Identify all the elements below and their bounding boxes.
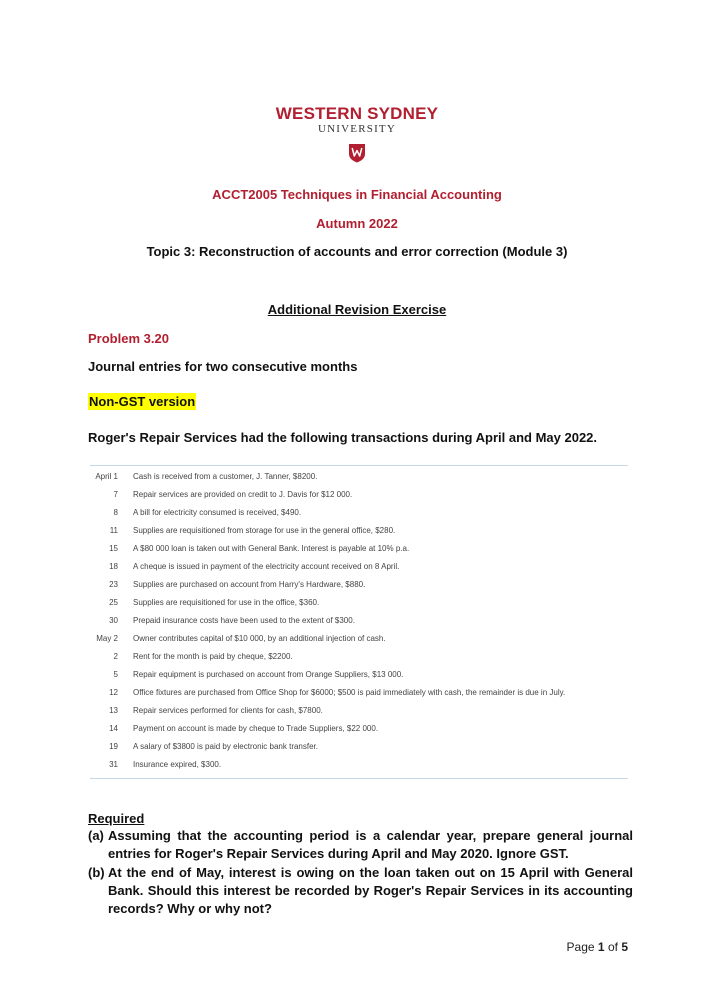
transaction-date: 7 [113, 490, 118, 499]
topic-title: Topic 3: Reconstruction of accounts and error correction (Module 3) [146, 244, 568, 259]
page-word: Page [566, 940, 595, 954]
transaction-text: A bill for electricity consumed is received, $490. [133, 508, 302, 517]
problem-number: Problem 3.20 [88, 331, 169, 346]
transaction-text: Insurance expired, $300. [133, 760, 222, 769]
required-item-label: (a) [88, 828, 104, 843]
transaction-text: Office fixtures are purchased from Office Shop for $6000; $500 is paid immediately with cash, the remainder is due in July. [133, 688, 566, 697]
transaction-date: 13 [109, 706, 118, 715]
problem-subtitle: Journal entries for two consecutive months [88, 359, 358, 374]
required-item-text: Assuming that the accounting period is a calendar year, prepare general journal entries for Roger's Repair Services during April and May 2020. Ignore GST. [108, 828, 633, 861]
transaction-text: Owner contributes capital of $10 000, by an additional injection of cash. [133, 634, 386, 643]
problem-intro: Roger's Repair Services had the following transactions during April and May 2022. [88, 430, 598, 445]
course-title: ACCT2005 Techniques in Financial Accounting [212, 187, 502, 202]
transaction-date: 15 [109, 544, 118, 553]
transaction-row [90, 739, 628, 754]
transaction-text: Supplies are requisitioned for use in the office, $360. [133, 598, 320, 607]
current-page: 1 [597, 940, 605, 954]
transaction-date: 25 [109, 598, 118, 607]
transaction-date: 23 [109, 580, 118, 589]
transaction-date: 5 [113, 670, 118, 679]
required-item-label: (b) [88, 865, 105, 880]
transaction-row [90, 487, 628, 502]
transaction-date: 19 [109, 742, 118, 751]
transaction-text: Prepaid insurance costs have been used to the extent of $300. [133, 616, 355, 625]
version-highlight: Non-GST version [89, 394, 196, 409]
transaction-row [90, 631, 628, 646]
transaction-date: 14 [109, 724, 118, 733]
transaction-row [90, 595, 628, 610]
transaction-row [90, 505, 628, 520]
transaction-row [90, 721, 628, 736]
transaction-text: A cheque is issued in payment of the electricity account received on 8 April. [133, 562, 400, 571]
transaction-row [90, 613, 628, 628]
transaction-date: 2 [113, 652, 118, 661]
transaction-row [90, 757, 628, 772]
transaction-text: Repair services performed for clients for cash, $7800. [133, 706, 323, 715]
transaction-row [90, 685, 628, 700]
university-shield-icon [348, 143, 366, 163]
transaction-row [90, 559, 628, 574]
transaction-row [90, 541, 628, 556]
total-pages: 5 [621, 940, 628, 954]
section-title: Additional Revision Exercise [267, 302, 447, 317]
transaction-row [90, 703, 628, 718]
transaction-date: 12 [109, 688, 118, 697]
transaction-text: Supplies are requisitioned from storage for use in the general office, $280. [133, 526, 396, 535]
term: Autumn 2022 [316, 216, 398, 231]
transaction-text: Repair services are provided on credit to J. Davis for $12 000. [133, 490, 353, 499]
transaction-text: Payment on account is made by cheque to Trade Suppliers, $22 000. [133, 724, 379, 733]
transaction-row [90, 523, 628, 538]
transaction-text: Cash is received from a customer, J. Tanner, $8200. [133, 472, 318, 481]
transaction-date: 30 [109, 616, 118, 625]
transaction-date: April 1 [95, 472, 118, 481]
transaction-date: 8 [113, 508, 118, 517]
required-heading: Required [88, 811, 145, 826]
transaction-date: May 2 [96, 634, 118, 643]
transaction-date: 11 [109, 526, 118, 535]
transaction-text: Supplies are purchased on account from Harry's Hardware, $880. [133, 580, 366, 589]
transaction-date: 18 [109, 562, 118, 571]
transaction-row [90, 667, 628, 682]
university-logo [0, 104, 714, 163]
transaction-date: 31 [109, 760, 118, 769]
transaction-text: Repair equipment is purchased on account from Orange Suppliers, $13 000. [133, 670, 404, 679]
of-word: of [607, 940, 618, 954]
transaction-text: A $80 000 loan is taken out with General Bank. Interest is payable at 10% p.a. [133, 544, 410, 553]
required-item-text: At the end of May, interest is owing on the loan taken out on 15 April with General Bank. Should this interest be recorded by Roger's Repair Services in its accounting records? Why or why not? [108, 865, 633, 916]
transaction-row [90, 649, 628, 664]
transaction-row [90, 469, 628, 484]
logo-line2: UNIVERSITY [318, 123, 396, 135]
transaction-text: Rent for the month is paid by cheque, $2200. [133, 652, 293, 661]
page-footer [567, 940, 628, 954]
transaction-row [90, 577, 628, 592]
transaction-text: A salary of $3800 is paid by electronic bank transfer. [133, 742, 318, 751]
logo-line1: WESTERN SYDNEY [275, 104, 439, 123]
transactions-table [90, 465, 628, 779]
